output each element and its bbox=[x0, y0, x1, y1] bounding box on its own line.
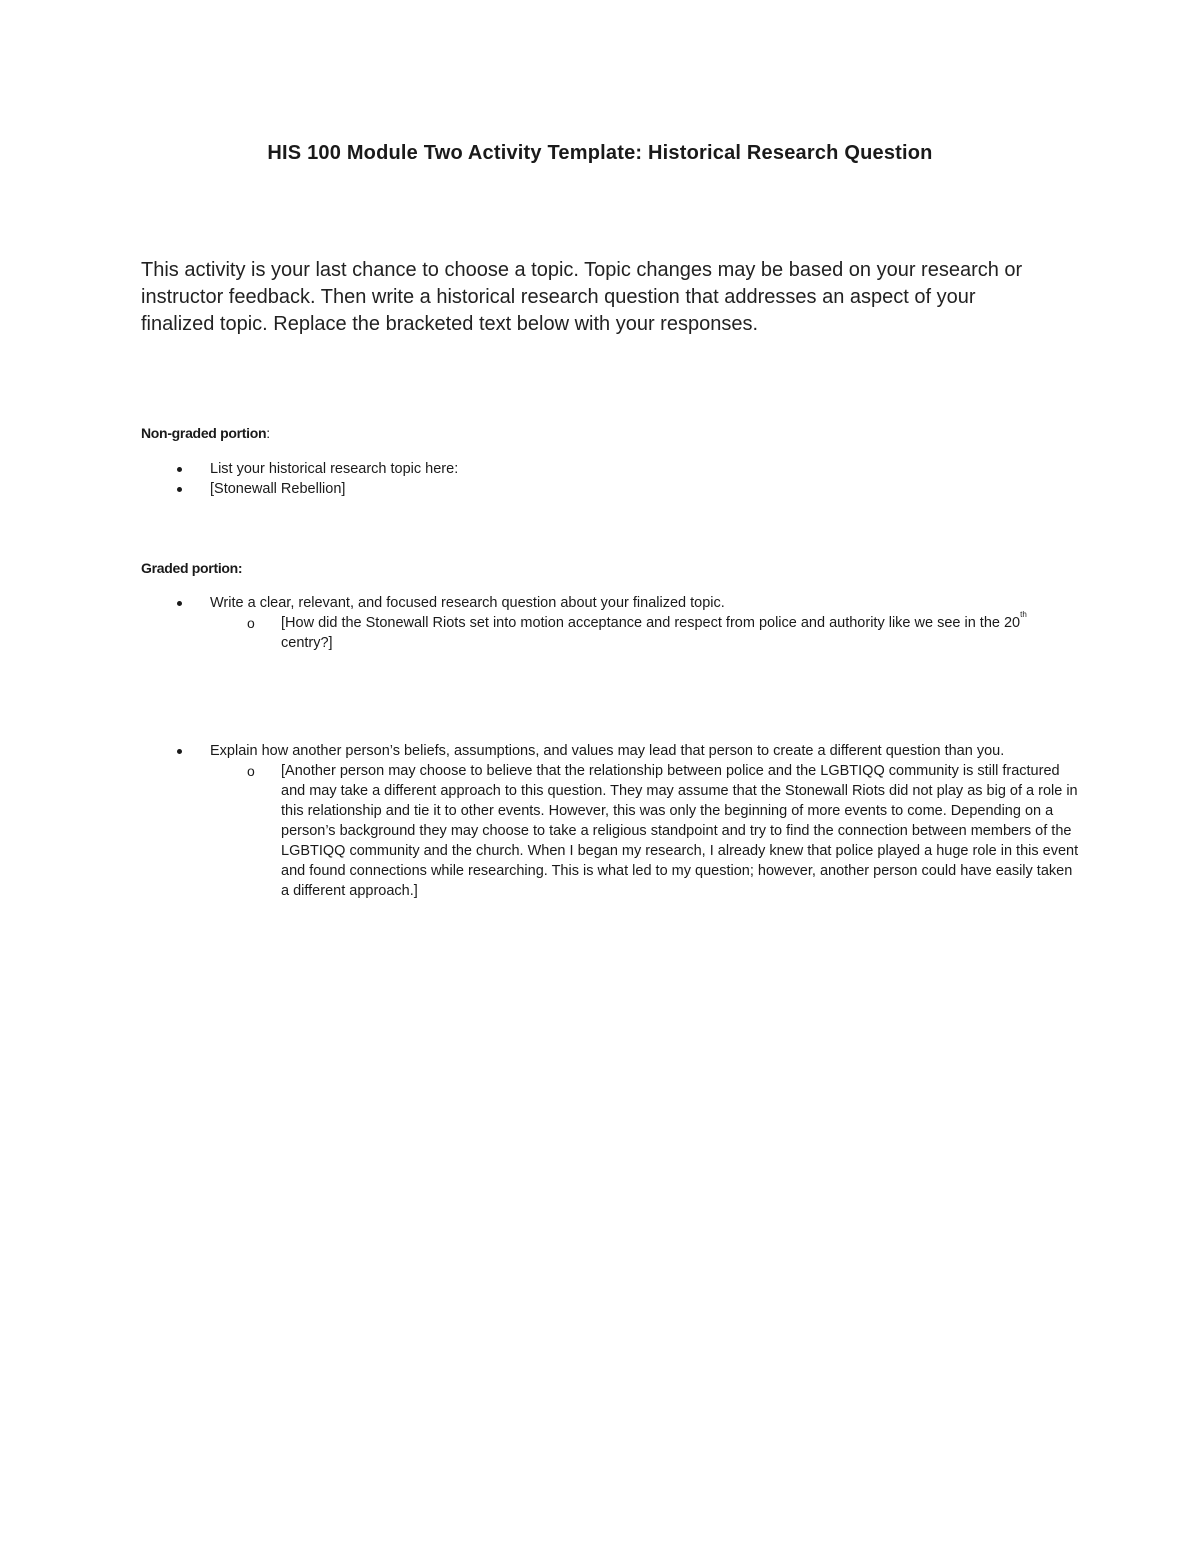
topic-prompt: List your historical research topic here: bbox=[210, 461, 459, 477]
sub-list-item bbox=[141, 610, 1081, 653]
question-response-text: [How did the Stonewall Riots set into motion acceptance and respect from police and authority like we see in the 20 bbox=[281, 615, 1021, 631]
intro-paragraph: This activity is your last chance to choose a topic. Topic changes may be based on your research or instructor feedback. Then write a historical research question that addresses an aspect of your finalized topic. Replace the bracketed text below with your responses. bbox=[141, 259, 1023, 335]
document-title: HIS 100 Module Two Activity Template: Historical Research Question bbox=[267, 142, 933, 164]
non-graded-list bbox=[141, 459, 1081, 499]
graded-list-1 bbox=[141, 593, 1081, 653]
bullet-icon bbox=[177, 487, 182, 492]
graded-heading: Graded portion: bbox=[141, 560, 243, 576]
list-item bbox=[141, 459, 1081, 479]
bullet-icon bbox=[177, 467, 182, 472]
circle-bullet-icon: o bbox=[247, 763, 255, 779]
circle-bullet-icon: o bbox=[247, 615, 255, 631]
list-item bbox=[141, 741, 1081, 901]
question-response bbox=[281, 610, 1027, 651]
non-graded-heading-colon: : bbox=[266, 425, 270, 441]
bullet-icon bbox=[177, 601, 182, 606]
non-graded-heading-text: Non-graded portion bbox=[141, 425, 267, 441]
question-prompt: Write a clear, relevant, and focused research question about your finalized topic. bbox=[210, 595, 725, 611]
non-graded-heading bbox=[141, 425, 270, 441]
sub-list-item bbox=[141, 761, 1081, 901]
list-item bbox=[141, 479, 1081, 499]
bullet-icon bbox=[177, 749, 182, 754]
perspective-response: [Another person may choose to believe that the relationship between police and the LGBTIQQ community is still fractured and may take a different approach to this question. They may assume that the Stonewall Riots did not play as big of a role in this relationship and tie it to other events. However, this was only the beginning of more events to come. Depending on a person’s background they may choose to take a religious standpoint and try to find the connection between members of the LGBTIQQ community and the church. When I began my research, I already knew that police played a huge role in this event and found connections while researching. This is what led to my question; however, another person could have easily taken a different approach.] bbox=[281, 763, 1079, 899]
topic-response: [Stonewall Rebellion] bbox=[210, 481, 346, 497]
list-item bbox=[141, 593, 1081, 653]
ordinal-superscript: th bbox=[1020, 610, 1027, 620]
perspective-prompt: Explain how another person’s beliefs, assumptions, and values may lead that person to create a different question than you. bbox=[210, 743, 1005, 759]
question-response-end: centry?] bbox=[281, 635, 333, 651]
graded-list-2 bbox=[141, 741, 1081, 901]
